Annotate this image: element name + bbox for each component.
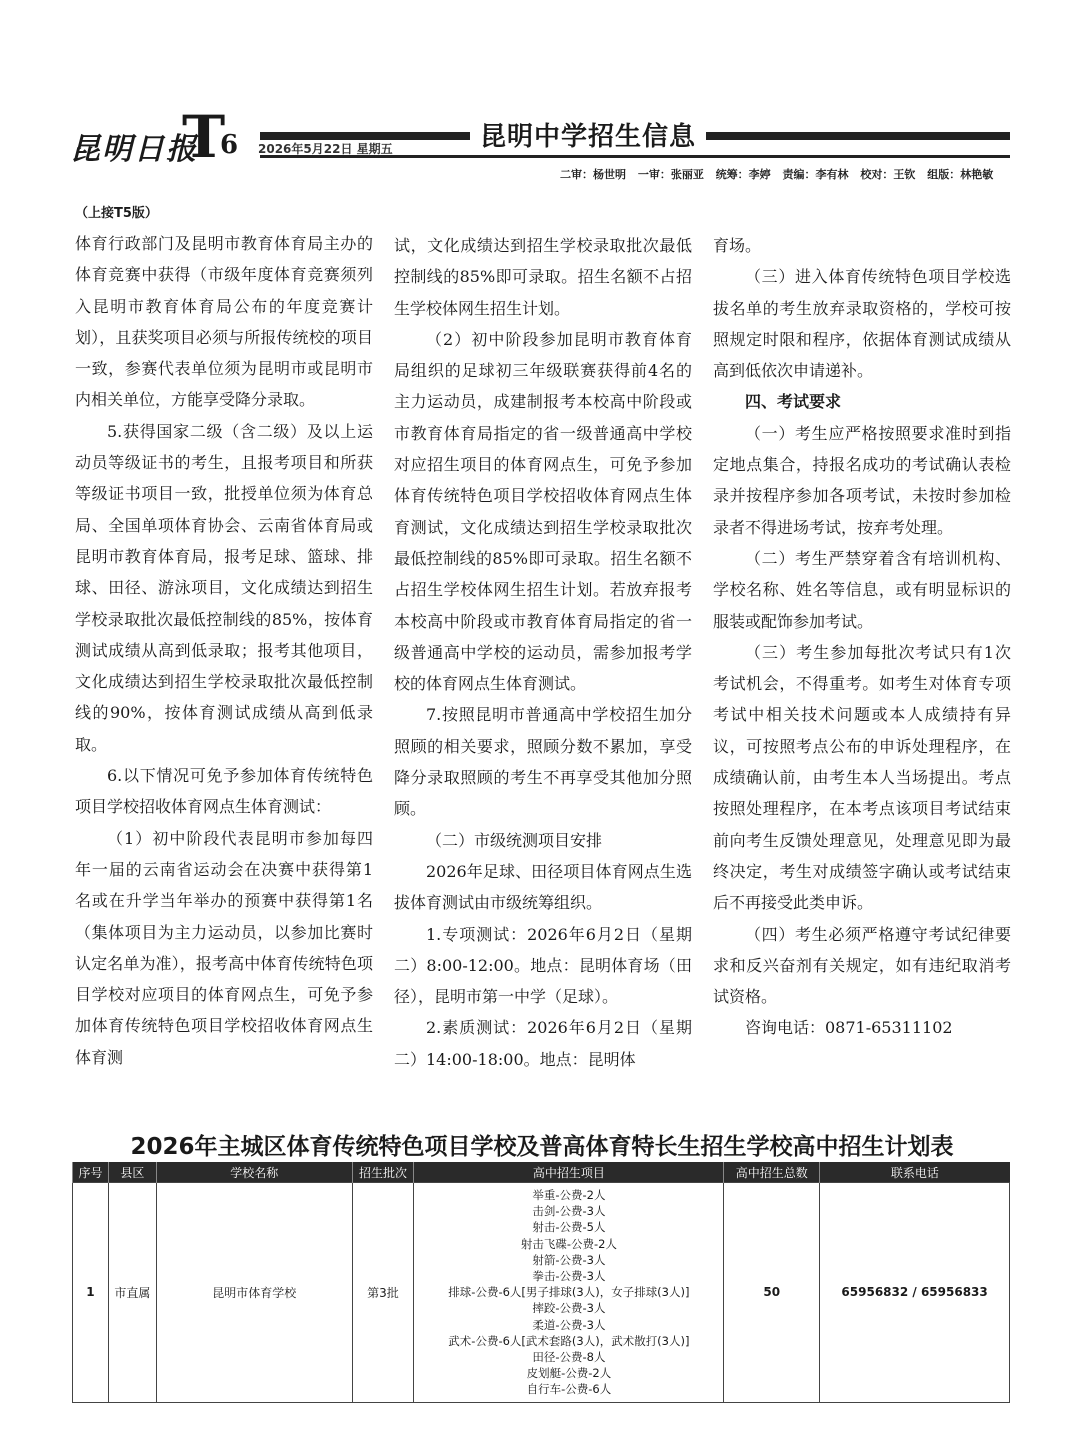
- continued-from-label: （上接T5版）: [75, 206, 158, 221]
- project-item: 武术-公费-6人[武术套路(3人)，武术散打(3人)]: [448, 1333, 690, 1348]
- contact-phone: 咨询电话：0871-65311102: [745, 1018, 953, 1038]
- paragraph: （2）初中阶段参加昆明市教育体育局组织的足球初三年级联赛获得前4名的主力运动员，成建制报考本校高中阶段或市教育体育局指定的省一级普通高中学校对应招生项目的体育网点生，可免予参加体育传统特色项目学校招收体育网点生体育测试，文化成绩达到招生学校录取批次最低控制线的85%即可录取。招生名额不占招生学校体网生招生计划。若放弃报考本校高中阶段或市教育体育局指定的省一级普通高中学校的运动员，需参加报考学校的体育网点生体育测试。: [394, 329, 692, 694]
- project-item: 射击-公费-5人: [532, 1220, 606, 1235]
- newspaper-logo: 昆明日报: [70, 132, 198, 167]
- paragraph: （一）考生应严格按照要求准时到指定地点集合，持报名成功的考试确认表检录并按程序参加各项考试，未按时参加检录者不得进场考试，按弃考处理。: [713, 423, 1011, 537]
- table-row: [73, 1183, 1010, 1403]
- editor-credits: [560, 166, 1001, 182]
- paragraph: 2.素质测试：2026年6月2日（星期二）14:00-18:00。地点：昆明体: [394, 1018, 692, 1069]
- article-column-2: [394, 230, 692, 1075]
- project-item: 举重-公费-2人: [532, 1188, 606, 1202]
- project-item: 击剑-公费-3人: [532, 1204, 606, 1219]
- project-item: 拳击-公费-3人: [532, 1269, 606, 1284]
- paragraph: 2026年足球、田径项目体育网点生选拔体育测试由市级统筹组织。: [394, 861, 692, 913]
- editor-credit: 统筹：李婷: [715, 168, 771, 181]
- article-column-3: [713, 230, 1011, 1044]
- editor-credit: 责编：李有林: [782, 168, 849, 181]
- row-index: 1: [73, 1183, 109, 1403]
- paragraph: 1.专项测试：2026年6月2日（星期二）8:00-12:00。地点：昆明体育场（田径），昆明市第一中学（足球）。: [394, 924, 692, 1007]
- enrollment-plan-table: [72, 1162, 1010, 1403]
- paragraph: 5.获得国家二级（含二级）及以上运动员等级证书的考生，且报考项目和所获等级证书项目一致，批授单位须为体育总局、全国单项体育协会、云南省体育局或昆明市教育体育局，报考足球、篮球、排球、田径、游泳项目，文化成绩达到招生学校录取批次最低控制线的85%，按体育测试成绩从高到低录取；报考其他项目，文化成绩达到招生学校录取批次最低控制线的90%，按体育测试成绩从高到低录取。: [75, 421, 373, 754]
- masthead: [70, 103, 1010, 172]
- editor-credit: 二审：杨世明: [560, 168, 626, 181]
- paragraph: 体育行政部门及昆明市教育体育局主办的体育竞赛中获得（市级年度体育竞赛须列入昆明市教育体育局公布的年度竞赛计划），且获奖项目必须与所报传统校的项目一致，参赛代表单位须为昆明市或昆明市内相关单位，方能享受降分录取。: [75, 234, 373, 410]
- table-title: 2026年主城区体育传统特色项目学校及普高体育特长生招生学校高中招生计划表: [130, 1134, 954, 1160]
- editor-credit: 一审：张丽亚: [637, 168, 704, 181]
- paragraph: （三）考生参加每批次考试只有1次考试机会，不得重考。如考生对体育专项考试中相关技术问题或本人成绩持有异议，可按照考点公布的申诉处理程序，在成绩确认前，由考生本人当场提出。考点按照处理程序，在本考点该项目考试结束前向考生反馈处理意见，处理意见即为最终决定，考生对成绩签字确认或考试结束后不再接受此类申诉。: [713, 642, 1011, 913]
- paragraph: （二）考生严禁穿着含有培训机构、学校名称、姓名等信息，或有明显标识的服装或配饰参加考试。: [713, 548, 1011, 631]
- page-number: 6: [220, 130, 239, 160]
- column-header: 县区: [108, 1162, 156, 1183]
- project-item: 射箭-公费-3人: [532, 1252, 606, 1267]
- paragraph: （三）进入体育传统特色项目学校选拔名单的考生放弃录取资格的，学校可按照规定时限和程序，依据体育测试成绩从高到低依次申请递补。: [713, 267, 1011, 381]
- project-item: 排球-公费-6人[男子排球(3人)，女子排球(3人)]: [448, 1285, 690, 1300]
- column-header: 序号: [73, 1162, 109, 1183]
- column-header: 高中招生总数: [724, 1162, 820, 1183]
- paragraph: 育场。: [713, 236, 762, 255]
- row-school: 昆明市体育学校: [156, 1183, 352, 1403]
- section-title: 昆明中学招生信息: [470, 116, 706, 153]
- column-header: 高中招生项目: [414, 1162, 724, 1183]
- issue-date: 2026年5月22日 星期五: [258, 142, 393, 156]
- article-column-1: [75, 200, 373, 1073]
- editor-credit: 校对：王钦: [860, 168, 916, 181]
- paragraph: 试，文化成绩达到招生学校录取批次最低控制线的85%即可录取。招生名额不占招生学校体网生招生计划。: [394, 236, 692, 318]
- section-heading: 四、考试要求: [745, 392, 842, 412]
- project-item: 皮划艇-公费-2人: [526, 1366, 612, 1381]
- paragraph: 6.以下情况可免予参加体育传统特色项目学校招收体育网点生体育测试：: [75, 766, 373, 817]
- subheading: （二）市级统测项目安排: [426, 830, 603, 850]
- project-item: 田径-公费-8人: [532, 1350, 606, 1365]
- column-header: 联系电话: [820, 1162, 1010, 1183]
- row-total: 50: [724, 1183, 820, 1403]
- paragraph: （四）考生必须严格遵守考试纪律要求和反兴奋剂有关规定，如有违纪取消考试资格。: [713, 924, 1011, 1007]
- column-header: 学校名称: [156, 1162, 352, 1183]
- page-letter: T: [182, 103, 226, 171]
- project-item: 摔跤-公费-3人: [532, 1301, 606, 1316]
- row-projects: [414, 1183, 724, 1403]
- paragraph: 7.按照昆明市普通高中学校招生加分照顾的相关要求，照顾分数不累加，享受降分录取照顾的考生不再享受其他加分照顾。: [394, 705, 692, 819]
- row-batch: 第3批: [352, 1183, 414, 1403]
- project-item: 柔道-公费-3人: [532, 1317, 606, 1332]
- paragraph: （1）初中阶段代表昆明市参加每四年一届的云南省运动会在决赛中获得第1名或在升学当年举办的预赛中获得第1名（集体项目为主力运动员，以参加比赛时认定名单为准），报考高中体育传统特色项目学校对应项目的体育网点生，可免予参加体育传统特色项目学校招收体育网点生体育测: [75, 828, 373, 1067]
- project-item: 射击飞碟-公费-2人: [520, 1236, 617, 1251]
- table-header-row: [73, 1162, 1010, 1183]
- row-phone: 65956832 / 65956833: [820, 1183, 1010, 1403]
- row-district: 市直属: [108, 1183, 156, 1403]
- column-header: 招生批次: [352, 1162, 414, 1183]
- project-item: 自行车-公费-6人: [526, 1382, 612, 1397]
- editor-credit: 组版：林艳敏: [927, 168, 994, 181]
